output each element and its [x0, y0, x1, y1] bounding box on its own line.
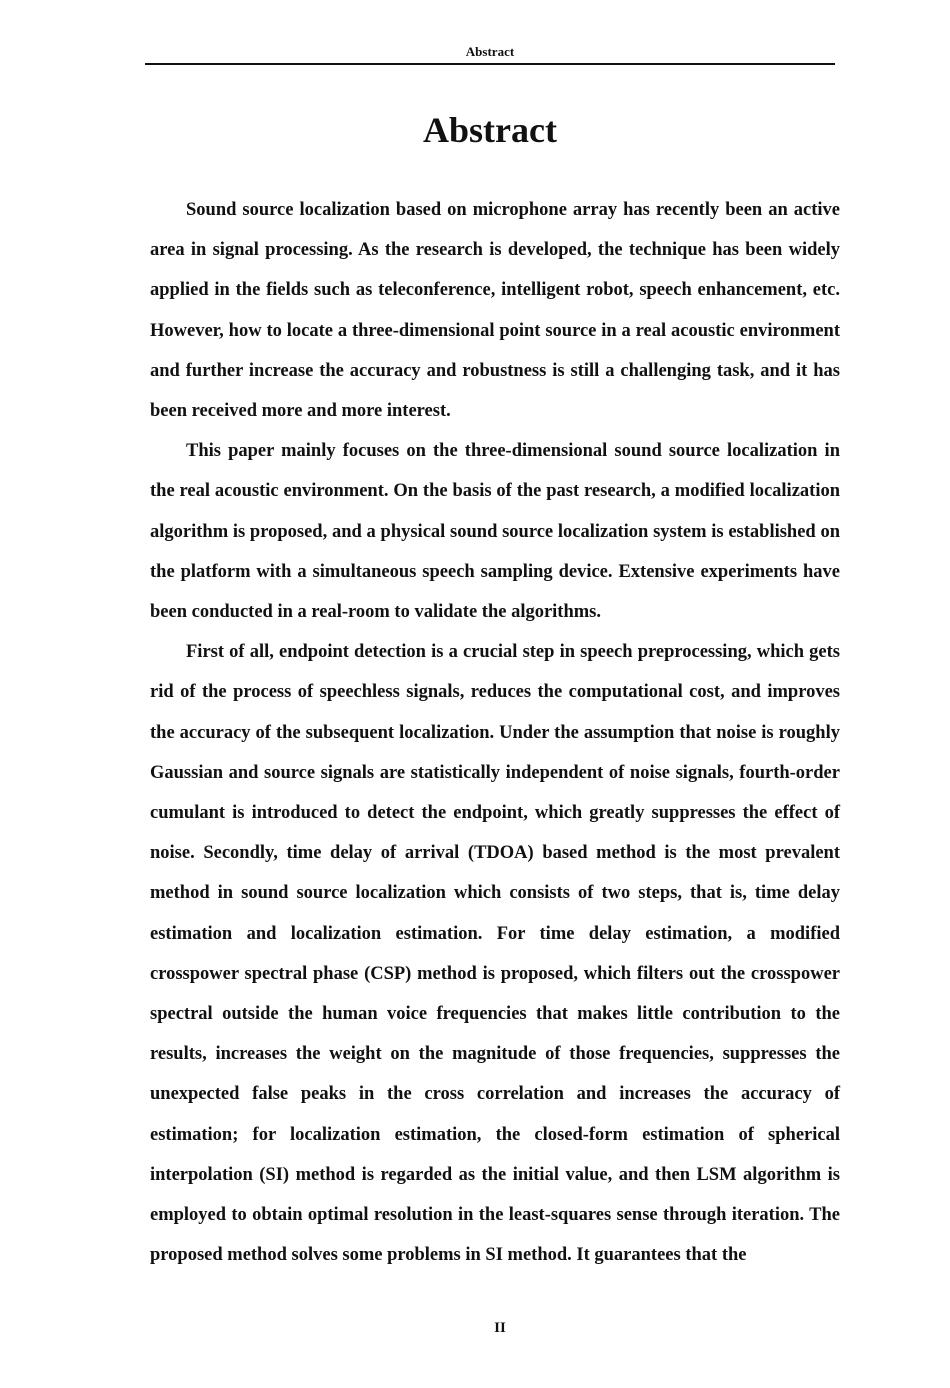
paragraph-2: This paper mainly focuses on the three-dimensional sound source localization in the real acoustic environment. On the basis of the past research, a modified localization algorithm is proposed, and a physical sound source localization system is established on the platform with a simultaneous speech sampling device. Extensive experiments have been conducted in a real-room to validate the algorithms. — [150, 441, 840, 623]
abstract-body — [150, 190, 840, 1275]
paragraph-3: First of all, endpoint detection is a crucial step in speech preprocessing, which gets rid of the process of speechless signals, reduces the computational cost, and improves the accuracy of the subsequent localization. Under the assumption that noise is roughly Gaussian and source signals are statistically independent of noise signals, fourth-order cumulant is introduced to detect the endpoint, which greatly suppresses the effect of noise. Secondly, time delay of arrival (TDOA) based method is the most prevalent method in sound source localization which consists of two steps, that is, time delay estimation and localization estimation. For time delay estimation, a modified crosspower spectral phase (CSP) method is proposed, which filters out the crosspower spectral outside the human voice frequencies that makes little contribution to the results, increases the weight on the magnitude of those frequencies, suppresses the unexpected false peaks in the cross correlation and increases the accuracy of estimation; for localization estimation, the closed-form estimation of spherical interpolation (SI) method is regarded as the initial value, and then LSM algorithm is employed to obtain optimal resolution in the least-squares sense through iteration. The proposed method solves some problems in SI method. It guarantees that the — [150, 642, 840, 1266]
running-header: Abstract — [465, 44, 515, 59]
page-title: Abstract — [423, 110, 557, 150]
paragraph-1: Sound source localization based on microphone array has recently been an active area in signal processing. As the research is developed, the technique has been widely applied in the fields such as teleconference, intelligent robot, speech enhancement, etc. However, how to locate a three-dimensional point source in a real acoustic environment and further increase the accuracy and robustness is still a challenging task, and it has been received more and more interest. — [150, 200, 840, 422]
header-rule — [145, 63, 835, 65]
page-number: II — [494, 1320, 506, 1336]
